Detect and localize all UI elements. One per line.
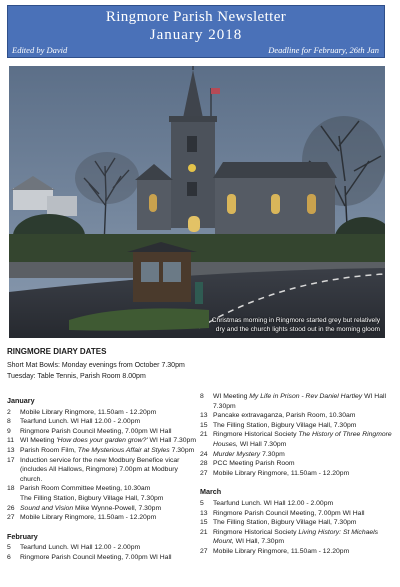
- diary-event: [200, 547, 396, 557]
- event-description: Ringmore Parish Council Meeting, 7.00pm WI Hall: [213, 509, 365, 517]
- diary-event: [7, 417, 197, 427]
- event-description: The Filling Station, Bigbury Village Hall, 7.30pm: [213, 421, 357, 429]
- diary-event: [200, 392, 396, 411]
- diary-event: [200, 459, 396, 469]
- diary-event: [7, 553, 197, 563]
- newsletter-title: Ringmore Parish Newsletter: [105, 9, 287, 25]
- event-day: 13: [200, 509, 208, 517]
- newsletter-header: [7, 5, 385, 58]
- event-description: Ringmore Historical Society The History of Three Ringmore Houses, WI Hall 7.30pm: [213, 431, 392, 448]
- month-heading-january: January: [7, 396, 35, 405]
- event-day: 5: [7, 544, 11, 552]
- event-day: 21: [200, 431, 208, 439]
- event-description: The Filling Station, Bigbury Village Hall, 7.30pm: [20, 494, 164, 502]
- diary-event: [200, 499, 396, 509]
- event-description: Tearfund Lunch. WI Hall 12.00 - 2.00pm: [213, 499, 334, 507]
- event-description: Mobile Library Ringmore, 11.50am - 12.20pm: [213, 469, 350, 477]
- editor-credit: Edited by David: [12, 45, 68, 55]
- diary-event: [200, 509, 396, 519]
- event-description: Mobile Library Ringmore, 11.50am - 12.20pm: [20, 408, 157, 416]
- diary-event: [200, 528, 396, 547]
- diary-event: [200, 450, 396, 460]
- event-day: 9: [7, 427, 11, 435]
- event-description: Ringmore Parish Council Meeting, 7.00pm WI Hall: [20, 427, 172, 435]
- event-description: PCC Meeting Parish Room: [213, 460, 295, 468]
- event-day: 8: [7, 418, 11, 426]
- event-description: Mobile Library Ringmore, 11.50am - 12.20pm: [213, 547, 350, 555]
- event-description: Tearfund Lunch. WI Hall 12.00 - 2.00pm: [20, 544, 141, 552]
- deadline-note: Deadline for February, 26th Jan: [268, 45, 379, 55]
- event-day: 27: [200, 547, 208, 555]
- event-day: 13: [200, 412, 208, 420]
- photo-caption-line: Christmas morning in Ringmore started grey but relatively: [211, 317, 380, 325]
- month-heading-march: March: [200, 487, 222, 497]
- event-description: Tearfund Lunch. WI Hall 12.00 - 2.00pm: [20, 418, 141, 426]
- event-day: 6: [7, 553, 11, 561]
- event-day: 27: [200, 469, 208, 477]
- event-day: 5: [200, 499, 204, 507]
- diary-event: [200, 430, 396, 449]
- event-day: 2: [7, 408, 11, 416]
- event-description: Pancake extravaganza, Parish Room, 10.30am: [213, 412, 356, 420]
- diary-event: [7, 427, 197, 437]
- diary-event: [7, 513, 197, 523]
- diary-event: [7, 456, 197, 485]
- regular-event-table-tennis: Tuesday: Table Tennis, Parish Room 8.00pm: [7, 373, 146, 380]
- diary-event: [7, 494, 197, 504]
- diary-event: [200, 518, 396, 528]
- event-day: 15: [200, 519, 208, 527]
- event-description: Parish Room Committee Meeting, 10.30am: [20, 485, 151, 493]
- event-description: Sound and Vision Mike Wynne-Powell, 7.30pm: [20, 504, 162, 512]
- diary-column-right: [200, 392, 396, 557]
- event-day: 17: [7, 456, 15, 464]
- diary-event: [7, 484, 197, 494]
- event-day: 13: [7, 446, 15, 454]
- event-description: Ringmore Historical Society Living History: St Michaels Mount, WI Hall, 7.30pm: [213, 528, 379, 546]
- march-events: [200, 499, 396, 557]
- diary-event: [200, 469, 396, 479]
- diary-event: [7, 446, 197, 456]
- diary-event: [7, 408, 197, 418]
- event-description: The Filling Station, Bigbury Village Hall, 7.30pm: [213, 519, 357, 527]
- month-heading-february: February: [7, 531, 38, 541]
- diary-event: [200, 421, 396, 431]
- event-day: 28: [200, 460, 208, 468]
- event-description: Induction service for the new Modbury Benefice vicar (includes All Hallows, Ringmore) 7.00pm at Modbury church.: [20, 456, 180, 483]
- event-day: 15: [200, 421, 208, 429]
- event-day: 27: [7, 514, 15, 522]
- event-description: Mobile Library Ringmore, 11.50am - 12.20pm: [20, 514, 157, 522]
- january-events: [7, 408, 197, 523]
- diary-dates-section: [0, 341, 400, 587]
- newsletter-issue-date: January 2018: [149, 27, 243, 43]
- event-day: 11: [7, 437, 15, 445]
- diary-heading: RINGMORE DIARY DATES: [7, 347, 107, 356]
- diary-event: [7, 543, 197, 553]
- diary-event: [7, 504, 197, 514]
- event-day: 21: [200, 528, 208, 536]
- february-events-continued: [200, 392, 396, 478]
- diary-event: [200, 411, 396, 421]
- photo-caption: [190, 317, 380, 334]
- event-description: Ringmore Parish Council Meeting, 7.00pm WI Hall: [20, 553, 172, 561]
- diary-event: [7, 436, 197, 446]
- event-description: WI Meeting 'How does your garden grow?' WI Hall 7.30pm: [20, 437, 197, 445]
- event-day: 18: [7, 485, 15, 493]
- church-photo-illustration: [9, 66, 385, 338]
- diary-column-left: [7, 393, 197, 563]
- church-photo: [9, 66, 385, 338]
- february-events-start: [7, 543, 197, 562]
- event-day: 26: [7, 504, 15, 512]
- event-description: WI Meeting My Life in Prison - Rev Daniel Hartley WI Hall 7.30pm: [213, 393, 387, 410]
- regular-event-mat-bowls: Short Mat Bowls: Monday evenings from October 7.30pm: [7, 362, 185, 369]
- event-description: Parish Room Film, The Mysterious Affair at Styles 7.30pm: [20, 446, 195, 454]
- event-description: Murder Mystery 7.30pm: [213, 450, 285, 458]
- event-day: 24: [200, 450, 208, 458]
- event-day: 8: [200, 393, 204, 400]
- photo-caption-line: dry and the church lights stood out in the morning gloom: [215, 325, 380, 333]
- diary-intro: [7, 360, 185, 382]
